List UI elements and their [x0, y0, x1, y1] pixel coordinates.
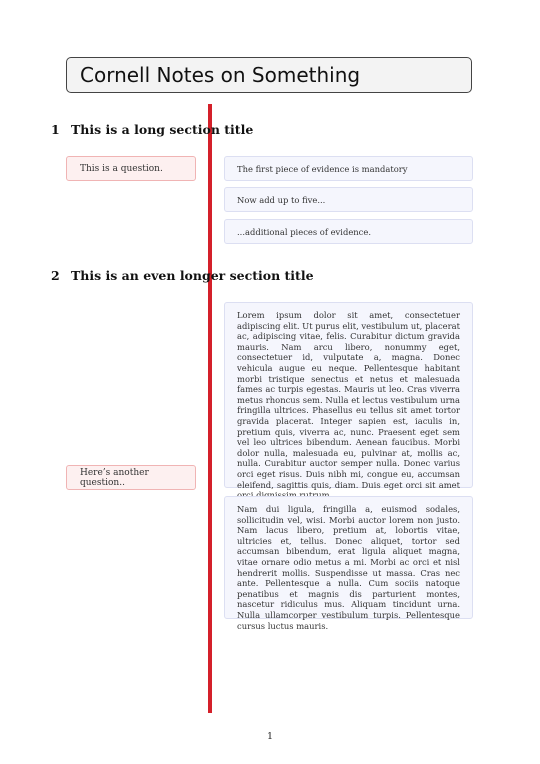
question-box: [66, 156, 196, 181]
evidence-text: Nam dui ligula, fringilla a, euismod sodales, sollicitudin vel, wisi. Morbi auctor lorem non justo. Nam lacus libero, pretium at, lobortis vitae, ultricies et, tellus. Donec aliquet, tortor sed accumsan bibendum, erat ligula aliquet magna, vitae ornare odio metus a mi. Morbi ac orci et nisl hendrerit mollis. Suspendisse ut massa. Cras nec ante. Pellentesque a nulla. Cum sociis natoque penatibus et magnis dis parturient montes, nascetur ridiculus mus. Aliquam tincidunt urna. Nulla ullamcorper vestibulum turpis. Pellentesque cursus luctus mauris.: [237, 504, 460, 631]
section-title: This is an even longer section title: [71, 268, 314, 283]
section-number: 1: [51, 122, 60, 137]
question-box: [66, 465, 196, 490]
question-text: Here’s another question..: [80, 467, 149, 488]
section-title: This is a long section title: [71, 122, 254, 137]
evidence-box: [224, 302, 473, 488]
cue-column-divider: [208, 104, 212, 713]
section-number: 2: [51, 268, 60, 283]
evidence-text: Lorem ipsum dolor sit amet, consectetuer adipiscing elit. Ut purus elit, vestibulum ut, placerat ac, adipiscing vitae, felis. Curabitur dictum gravida mauris. Nam arcu libero, nonummy eget, consectetuer id, vulputate a, magna. Donec vehicula augue eu neque. Pellentesque habitant morbi tristique senectus et netus et malesuada fames ac turpis egestas. Mauris ut leo. Cras viverra metus rhoncus sem. Nulla et lectus vestibulum urna fringilla ultrices. Phasellus eu tellus sit amet tortor gravida placerat. Integer sapien est, iaculis in, pretium quis, viverra ac, nunc. Praesent eget sem vel leo ultrices bibendum. Aenean faucibus. Morbi dolor nulla, malesuada eu, pulvinar at, mollis ac, nulla. Curabitur auctor semper nulla. Donec varius orci eget risus. Duis nibh mi, congue eu, accumsan eleifend, sagittis quis, diam. Duis eget orci sit amet: [237, 310, 460, 490]
evidence-text: The first piece of evidence is mandatory: [237, 163, 408, 174]
evidence-box: [224, 187, 473, 212]
evidence-text: Now add up to five...: [237, 194, 326, 205]
evidence-text: ...additional pieces of evidence.: [237, 226, 371, 237]
evidence-box: [224, 219, 473, 244]
evidence-box: [224, 496, 473, 631]
section-heading-2: [51, 268, 314, 283]
question-text: This is a question.: [80, 163, 163, 174]
page-number: 1: [266, 731, 274, 742]
section-heading-1: [51, 122, 253, 137]
document-title: Cornell Notes on Something: [66, 57, 472, 93]
evidence-box: [224, 156, 473, 181]
